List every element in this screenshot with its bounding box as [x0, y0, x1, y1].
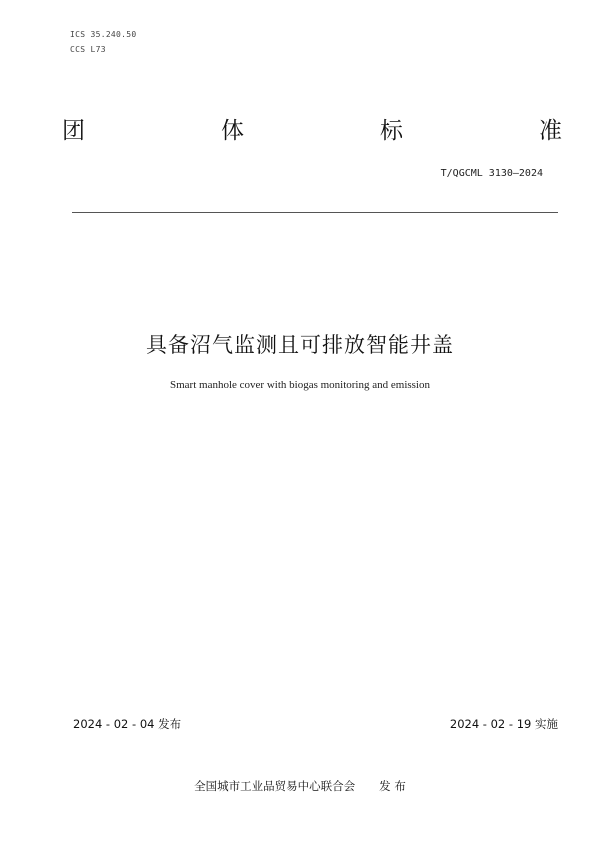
- category-char-4: 准: [539, 118, 562, 144]
- publisher-line: [0, 778, 600, 794]
- category-char-2: 体: [221, 118, 244, 144]
- category-char-3: 标: [380, 118, 403, 144]
- ccs-code: CCS L73: [70, 45, 106, 54]
- issue-date: 2024 - 02 - 04 发布: [73, 717, 182, 731]
- implementation-date: 2024 - 02 - 19 实施: [449, 717, 558, 731]
- header-divider: [72, 212, 558, 213]
- ics-code: ICS 35.240.50: [70, 30, 137, 39]
- publisher-name: 全国城市工业品贸易中心联合会: [194, 779, 356, 793]
- english-title: Smart manhole cover with biogas monitoring and emission: [170, 379, 430, 391]
- publish-action: 发 布: [379, 779, 406, 793]
- category-char-1: 团: [62, 118, 85, 144]
- standard-number: T/QGCML 3130—2024: [440, 168, 543, 179]
- chinese-title: 具备沼气监测且可排放智能井盖: [146, 333, 454, 357]
- document-category: [62, 112, 562, 145]
